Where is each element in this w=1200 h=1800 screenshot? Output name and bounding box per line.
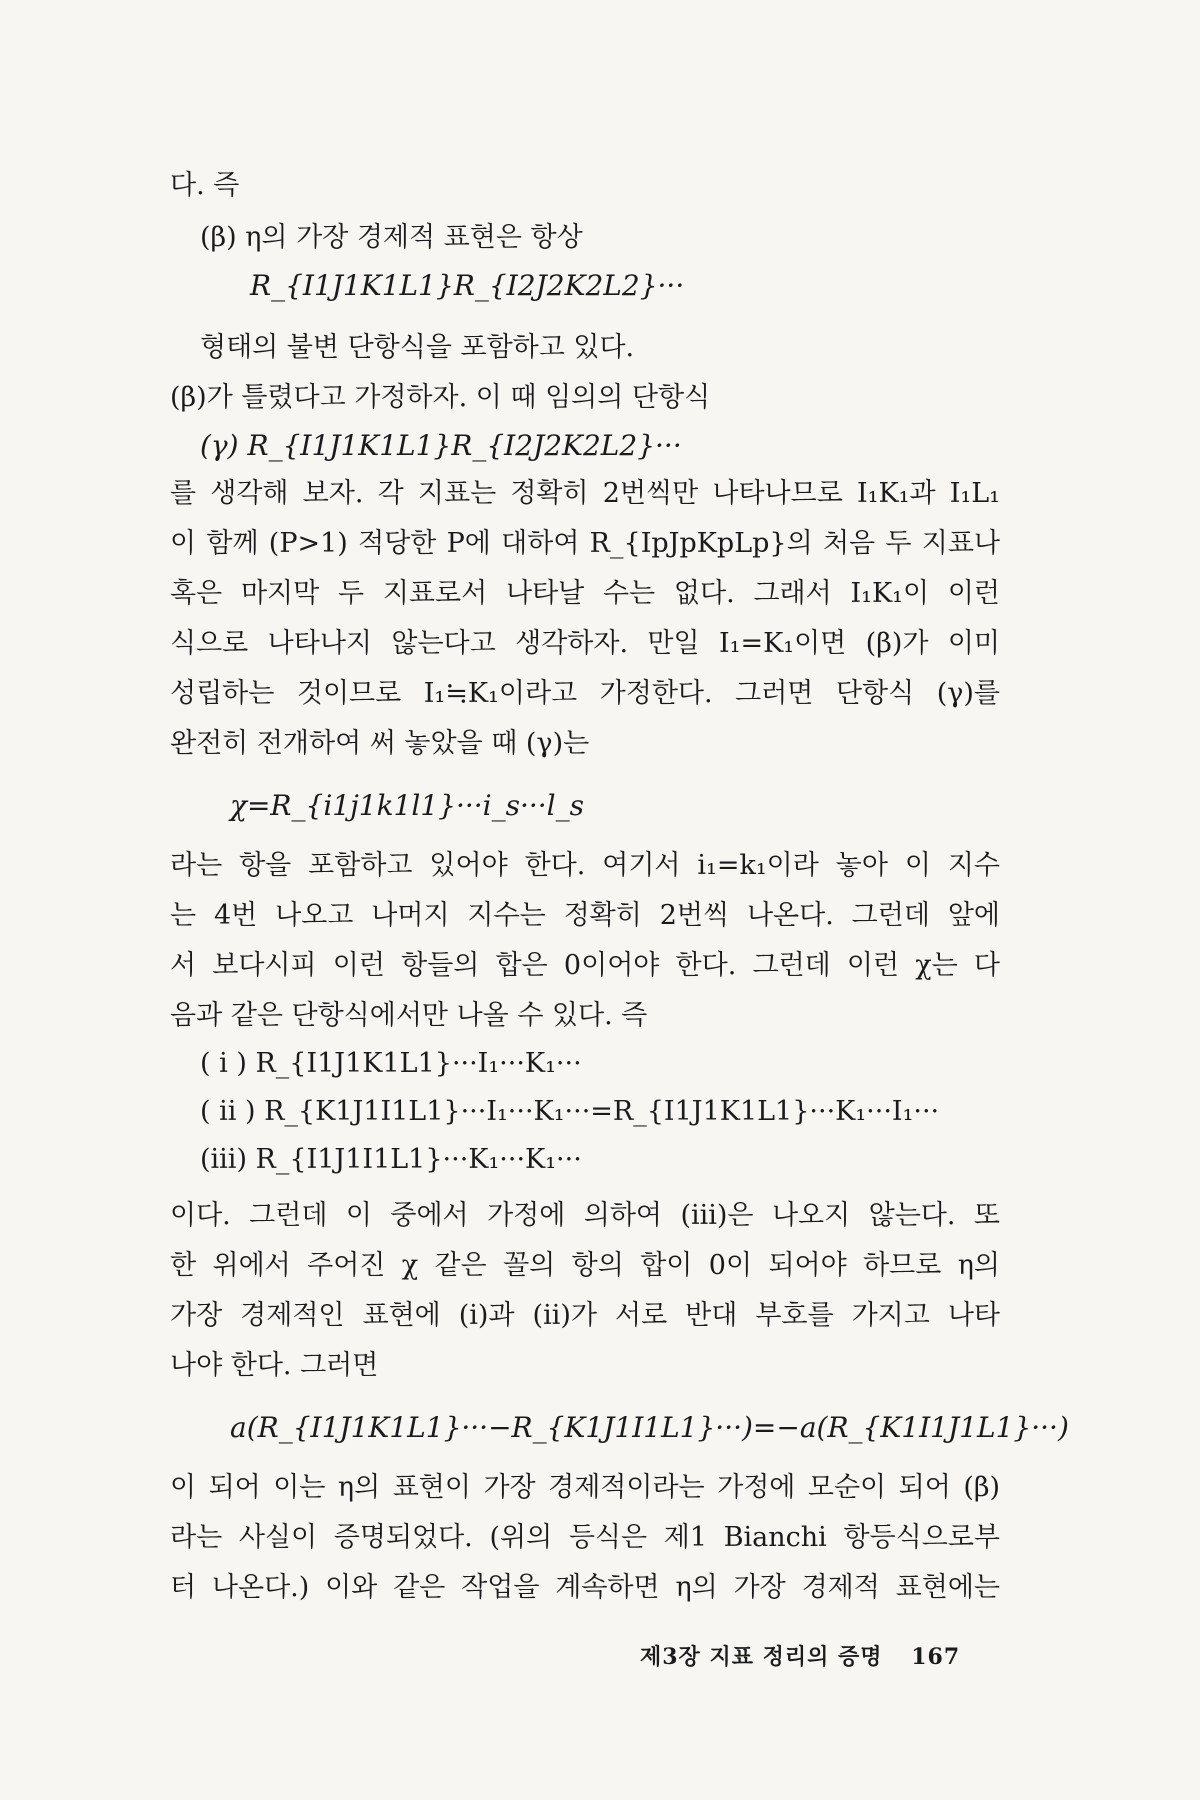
text-line: 나야 한다. 그러면 [170,1350,379,1381]
text-line: 식으로 나타나지 않는다고 생각하자. 만일 I₁=K₁이면 (β)가 이미 [170,628,1000,659]
text-line: 터 나온다.) 이와 같은 작업을 계속하면 η의 가장 경제적 표현에는 [170,1572,1000,1603]
text-line: 혹은 마지막 두 지표로서 나타날 수는 없다. 그래서 I₁K₁이 이런 [170,578,1000,609]
equation: (iii) R_{I1J1I1L1}···K₁···K₁··· [200,1144,582,1175]
equation: ( i ) R_{I1J1K1L1}···I₁···K₁··· [200,1048,582,1079]
text-line: 이 되어 이는 η의 표현이 가장 경제적이라는 가정에 모순이 되어 (β) [170,1472,1000,1503]
text-line: 가장 경제적인 표현에 (i)과 (ii)가 서로 반대 부호를 가지고 나타 [170,1300,1000,1331]
text-line: 라는 항을 포함하고 있어야 한다. 여기서 i₁=k₁이라 놓아 이 지수 [170,850,1000,881]
equation: ( ii ) R_{K1J1I1L1}···I₁···K₁···=R_{I1J1K1L1}···K₁···I₁··· [200,1096,940,1127]
text-line: 이 함께 (P>1) 적당한 P에 대하여 R_{IpJpKpLp}의 처음 두 지표나 [170,528,1000,559]
page-number: 167 [911,1644,961,1670]
text-line: 음과 같은 단항식에서만 나올 수 있다. 즉 [170,1000,648,1031]
text-line: 를 생각해 보자. 각 지표는 정확히 2번씩만 나타나므로 I₁K₁과 I₁L₁ [170,478,1000,509]
text-line: (β)가 틀렸다고 가정하자. 이 때 임의의 단항식 [170,382,711,413]
text-line: 서 보다시피 이런 항들의 합은 0이어야 한다. 그런데 이런 χ는 다 [170,950,1000,981]
equation: (γ) R_{I1J1K1L1}R_{I2J2K2L2}··· [200,429,682,462]
chapter-title: 제3장 지표 정리의 증명 [640,1644,883,1670]
text-line: 성립하는 것이므로 I₁≒K₁이라고 가정한다. 그러면 단항식 (γ)를 [170,678,1000,709]
page-footer [640,1640,960,1671]
equation: R_{I1J1K1L1}R_{I2J2K2L2}··· [250,269,685,302]
text-line: 다. 즉 [170,170,240,201]
text-line: 한 위에서 주어진 χ 같은 꼴의 항의 합이 0이 되어야 하므로 η의 [170,1250,1000,1281]
text-line: 는 4번 나오고 나머지 지수는 정확히 2번씩 나온다. 그런데 앞에 [170,900,1000,931]
text-line: (β) η의 가장 경제적 표현은 항상 [200,222,583,253]
text-line: 형태의 불변 단항식을 포함하고 있다. [200,332,635,363]
equation: a(R_{I1J1K1L1}···−R_{K1J1I1L1}···)=−a(R_{K1I1J1L1}···) [230,1411,1069,1444]
text-line: 이다. 그런데 이 중에서 가정에 의하여 (iii)은 나오지 않는다. 또 [170,1200,1000,1231]
equation: χ=R_{i1j1k1l1}···i_s···l_s [230,789,585,822]
text-line: 라는 사실이 증명되었다. (위의 등식은 제1 Bianchi 항등식으로부 [170,1522,1000,1553]
text-line: 완전히 전개하여 써 놓았을 때 (γ)는 [170,728,590,759]
